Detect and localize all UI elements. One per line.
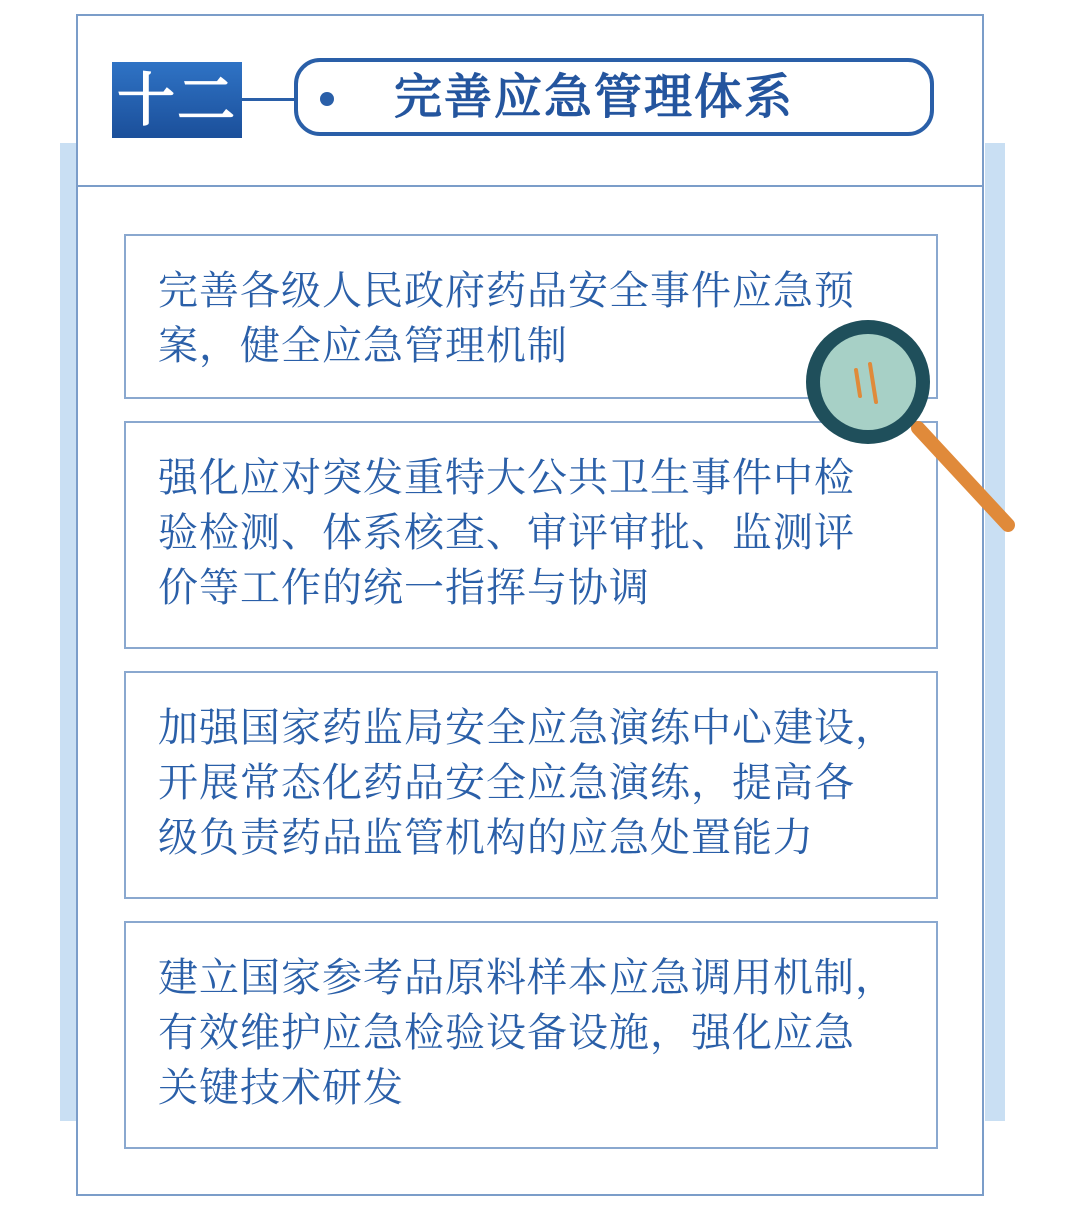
list-item-text: 加强国家药监局安全应急演练中心建设， 开展常态化药品安全应急演练，提高各 级负责药品监管机构的应急处置能力	[158, 705, 896, 861]
list-item-text: 强化应对突发重特大公共卫生事件中检 验检测、体系核查、审评审批、监测评 价等工作的统一指挥与协调	[158, 455, 855, 611]
section-number-badge: 十二	[112, 62, 242, 138]
list-item	[124, 671, 938, 899]
header-divider	[78, 185, 982, 187]
section-title-pill	[294, 58, 934, 136]
section-title: 完善应急管理体系	[394, 69, 795, 125]
list-item	[124, 921, 938, 1149]
right-side-band	[985, 143, 1005, 1121]
magnifying-glass-icon	[798, 310, 1023, 540]
list-item-text: 完善各级人民政府药品安全事件应急预 案，健全应急管理机制	[158, 268, 855, 369]
magnifier-handle	[918, 428, 1008, 525]
content-card	[76, 14, 984, 1196]
magnifier-lens	[820, 334, 916, 430]
connector-dot	[320, 92, 334, 106]
list-item-text: 建立国家参考品原料样本应急调用机制， 有效维护应急检验设备设施，强化应急 关键技术研发	[158, 955, 896, 1111]
